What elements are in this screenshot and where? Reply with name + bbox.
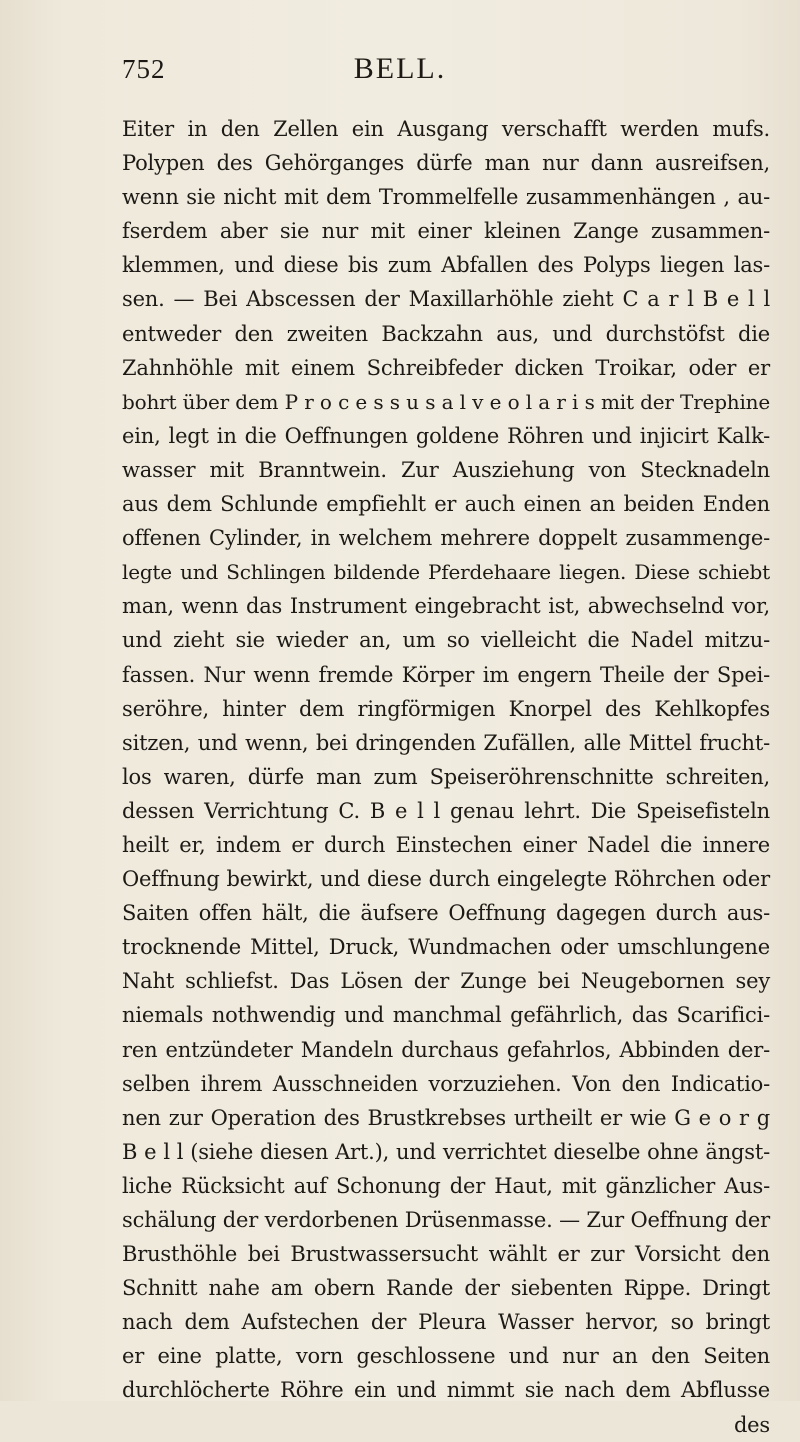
text-line: sitzen, und wenn, bei dringenden Zufällen, alle Mittel frucht- <box>122 730 770 755</box>
text-line: er eine platte, vorn geschlossene und nur an den Seiten <box>122 1344 770 1369</box>
text-line: selben ihrem Ausschneiden vorzuziehen. Von den Indicatio- <box>122 1071 770 1096</box>
text-line: entweder den zweiten Backzahn aus, und durchstöfst die <box>122 321 770 346</box>
text-line: liche Rücksicht auf Schonung der Haut, mit gänzlicher Aus- <box>122 1173 770 1198</box>
text-line: Zahnhöhle mit einem Schreibfeder dicken Troikar, oder er <box>122 355 770 380</box>
text-line: trocknende Mittel, Druck, Wundmachen oder umschlungene <box>122 935 770 960</box>
text-line: fserdem aber sie nur mit einer kleinen Zange zusammen- <box>122 219 770 244</box>
catchword: des <box>733 1412 770 1437</box>
text-line: seröhre, hinter dem ringförmigen Knorpel des Kehlkopfes <box>122 696 770 721</box>
text-line: klemmen, und diese bis zum Abfallen des Polyps liegen las- <box>122 253 770 278</box>
text-line: schälung der verdorbenen Drüsenmasse. — Zur Oeffnung der <box>122 1208 770 1232</box>
text-line: niemals nothwendig und manchmal gefährlich, das Scarifici- <box>122 1003 770 1028</box>
text-line: B e l l (siehe diesen Art.), und verrichtet dieselbe ohne ängst- <box>122 1139 770 1164</box>
text-line: Brusthöhle bei Brustwassersucht wählt er zur Vorsicht den <box>122 1242 770 1267</box>
text-line: wasser mit Branntwein. Zur Ausziehung von Stecknadeln <box>122 457 770 482</box>
text-line: nach dem Aufstechen der Pleura Wasser hervor, so bringt <box>122 1310 770 1335</box>
page-number: 752 <box>122 54 166 84</box>
running-title: BELL. <box>353 52 447 85</box>
text-line: sen. — Bei Abscessen der Maxillarhöhle zieht C a r l B e l l <box>122 287 770 312</box>
text-line: Naht schliefst. Das Lösen der Zunge bei Neugebornen sey <box>122 969 770 994</box>
text-line: ein, legt in die Oeffnungen goldene Röhren und injicirt Kalk- <box>122 423 770 448</box>
text-line: legte und Schlingen bildende Pferdehaare liegen. Diese schiebt <box>122 560 770 585</box>
text-line: offenen Cylinder, in welchem mehrere doppelt zusammenge- <box>122 526 770 551</box>
text-line: Saiten offen hält, die äufsere Oeffnung dagegen durch aus- <box>122 901 770 926</box>
text-line: heilt er, indem er durch Einstechen einer Nadel die innere <box>122 832 770 857</box>
text-line: durchlöcherte Röhre ein und nimmt sie nach dem Abflusse <box>122 1378 770 1403</box>
text-line: bohrt über dem P r o c e s s u s a l v e o l a r i s mit der Trephine <box>122 389 770 414</box>
text-line: Oeffnung bewirkt, und diese durch eingelegte Röhrchen oder <box>122 867 770 892</box>
body-text <box>122 112 770 1442</box>
text-line: Polypen des Gehörganges dürfe man nur dann ausreifsen, <box>122 151 770 176</box>
text-line: wenn sie nicht mit dem Trommelfelle zusammenhängen , au- <box>122 185 770 210</box>
text-line: los waren, dürfe man zum Speiseröhrenschnitte schreiten, <box>122 764 770 789</box>
text-line: dessen Verrichtung C. B e l l genau lehrt. Die Speisefisteln <box>122 798 770 823</box>
text-line: nen zur Operation des Brustkrebses urtheilt er wie G e o r g <box>122 1105 770 1130</box>
text-line: ren entzündeter Mandeln durchaus gefahrlos, Abbinden der- <box>122 1037 770 1062</box>
text-line: man, wenn das Instrument eingebracht ist, abwechselnd vor, <box>122 594 770 619</box>
text-line: und zieht sie wieder an, um so vielleicht die Nadel mitzu- <box>122 628 770 653</box>
text-line: Schnitt nahe am obern Rande der siebenten Rippe. Dringt <box>122 1276 770 1301</box>
text-line: aus dem Schlunde empfiehlt er auch einen an beiden Enden <box>122 492 770 517</box>
text-line: fassen. Nur wenn fremde Körper im engern Theile der Spei- <box>122 662 770 687</box>
text-line: Eiter in den Zellen ein Ausgang verschafft werden mufs. <box>122 117 770 141</box>
